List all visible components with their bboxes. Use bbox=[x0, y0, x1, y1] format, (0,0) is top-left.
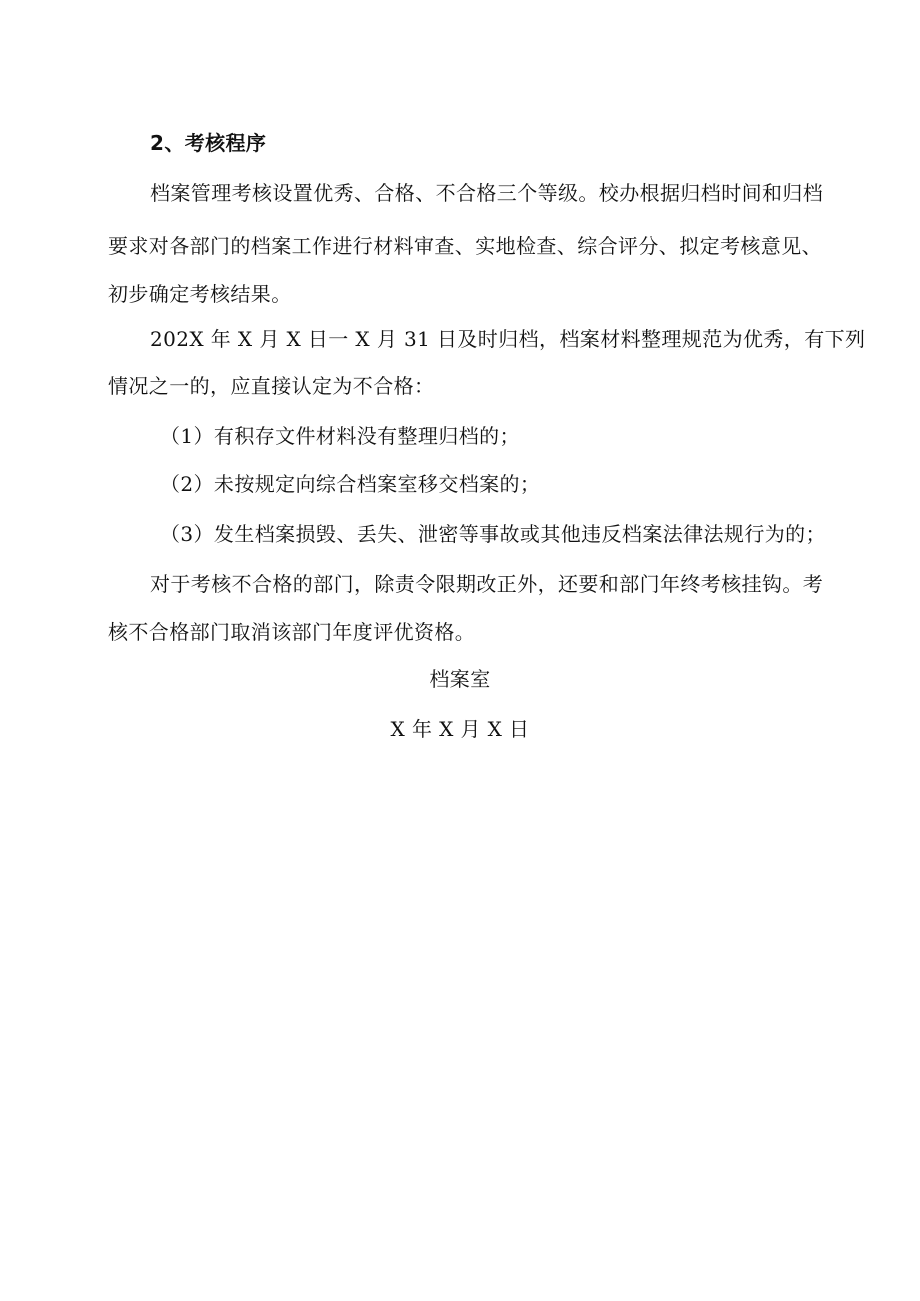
paragraph-1-line-1: 档案管理考核设置优秀、合格、不合格三个等级。校办根据归档时间和归档 bbox=[150, 181, 824, 205]
closing-line-1: 对于考核不合格的部门，除责令限期改正外，还要和部门年终考核挂钩。考 bbox=[150, 572, 824, 596]
signature-office: 档案室 bbox=[429, 667, 491, 691]
paragraph-1-line-2: 要求对各部门的档案工作进行材料审查、实地检查、综合评分、拟定考核意见、 bbox=[108, 234, 822, 258]
paragraph-2-line-2: 情况之一的，应直接认定为不合格： bbox=[108, 374, 435, 398]
list-item-3: （3）发生档案损毁、丢失、泄密等事故或其他违反档案法律法规行为的； bbox=[160, 522, 826, 546]
list-item-1: （1）有积存文件材料没有整理归档的； bbox=[160, 424, 520, 448]
section-heading: 2、考核程序 bbox=[150, 131, 267, 155]
paragraph-1-line-3: 初步确定考核结果。 bbox=[108, 282, 292, 306]
paragraph-2-line-1: 202X 年 X 月 X 日一 X 月 31 日及时归档，档案材料整理规范为优秀，有下列 bbox=[150, 327, 866, 351]
closing-line-2: 核不合格部门取消该部门年度评优资格。 bbox=[108, 620, 476, 644]
list-item-2: （2）未按规定向综合档案室移交档案的； bbox=[160, 472, 541, 496]
signature-date: X 年 X 月 X 日 bbox=[390, 717, 530, 741]
